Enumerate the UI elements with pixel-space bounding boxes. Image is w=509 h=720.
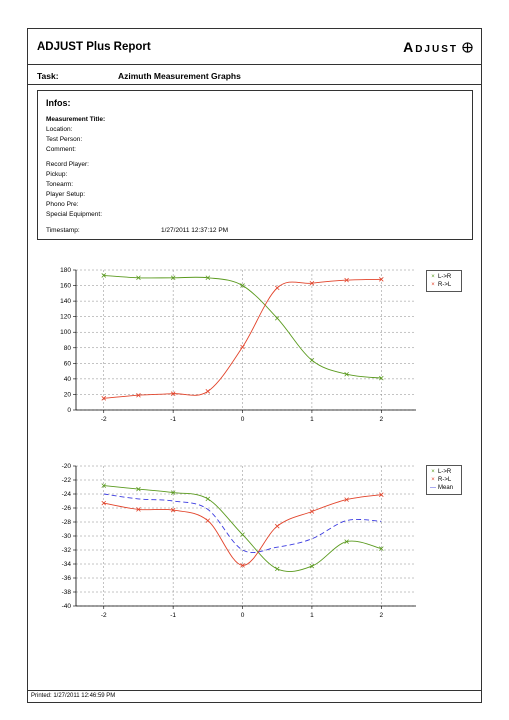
x-tick-label: 0 bbox=[240, 416, 245, 423]
adjust-logo bbox=[403, 39, 473, 55]
data-point bbox=[206, 497, 210, 501]
x-tick-label: 1 bbox=[310, 612, 314, 619]
task-label: Task: bbox=[37, 71, 59, 81]
y-tick-label: -20 bbox=[61, 463, 71, 470]
info-timestamp-label: Timestamp: bbox=[46, 227, 80, 234]
info-special-equipment: Special Equipment: bbox=[46, 211, 103, 218]
task-row bbox=[28, 65, 481, 85]
y-tick-label: 80 bbox=[63, 344, 71, 352]
legend-top bbox=[426, 270, 462, 292]
legend-marker: — bbox=[430, 485, 436, 491]
data-point bbox=[275, 567, 279, 571]
x-tick-label: 2 bbox=[379, 416, 384, 423]
legend-item bbox=[430, 468, 458, 476]
legend-label: L->R bbox=[438, 469, 452, 475]
y-tick-label: 0 bbox=[67, 407, 71, 414]
x-tick-label: -1 bbox=[170, 612, 177, 619]
data-point bbox=[275, 286, 279, 290]
y-tick-label: 60 bbox=[63, 360, 71, 368]
legend-item bbox=[430, 281, 458, 289]
report-page bbox=[27, 28, 482, 703]
y-tick-label: -36 bbox=[61, 575, 71, 582]
legend-bottom bbox=[426, 465, 462, 495]
data-point bbox=[206, 519, 210, 523]
legend-marker: × bbox=[431, 477, 435, 483]
x-tick-label: -2 bbox=[100, 416, 107, 423]
x-tick-label: 2 bbox=[379, 612, 384, 619]
legend-label: L->R bbox=[438, 274, 452, 280]
data-point bbox=[241, 345, 245, 349]
y-tick-label: 100 bbox=[60, 329, 71, 337]
crosshair-icon bbox=[462, 42, 473, 53]
info-location: Location: bbox=[46, 126, 73, 133]
y-tick-label: -30 bbox=[61, 533, 71, 540]
legend-label: R->L bbox=[438, 282, 452, 288]
report-footer bbox=[28, 690, 481, 702]
legend-item bbox=[430, 273, 458, 281]
info-tonearm: Tonearm: bbox=[46, 181, 74, 188]
y-tick-label: -32 bbox=[61, 547, 71, 554]
infos-box bbox=[37, 90, 473, 240]
y-tick-label: -40 bbox=[61, 603, 71, 610]
x-tick-label: 1 bbox=[310, 416, 314, 423]
y-tick-label: 160 bbox=[60, 282, 71, 290]
y-tick-label: 140 bbox=[60, 298, 71, 306]
y-tick-label: -34 bbox=[61, 561, 71, 568]
azimuth-chart-top bbox=[28, 265, 483, 430]
y-tick-label: 180 bbox=[60, 267, 71, 274]
info-player-setup: Player Setup: bbox=[46, 191, 86, 198]
legend-marker: × bbox=[431, 282, 435, 288]
info-timestamp-value: 1/27/2011 12:37:12 PM bbox=[161, 227, 229, 234]
logo-text: Adjust bbox=[403, 39, 458, 55]
task-value: Azimuth Measurement Graphs bbox=[118, 71, 241, 81]
x-tick-label: -2 bbox=[100, 612, 107, 619]
grid bbox=[76, 466, 416, 606]
info-measurement-title: Measurement Title: bbox=[46, 116, 106, 123]
data-point bbox=[206, 389, 210, 393]
y-tick-label: -22 bbox=[61, 477, 71, 484]
printed-timestamp: Printed: 1/27/2011 12:46:59 PM bbox=[31, 693, 116, 699]
report-header bbox=[28, 29, 481, 65]
grid bbox=[76, 270, 416, 410]
y-tick-label: -24 bbox=[61, 491, 71, 498]
info-record-player: Record Player: bbox=[46, 161, 89, 168]
y-tick-label: -28 bbox=[61, 519, 71, 526]
infos-title: Infos: bbox=[46, 98, 71, 108]
y-tick-label: 40 bbox=[63, 375, 71, 383]
info-test-person: Test Person: bbox=[46, 136, 83, 143]
info-phono-pre: Phono Pre: bbox=[46, 201, 79, 208]
azimuth-chart-bottom bbox=[28, 461, 483, 626]
report-title: ADJUST Plus Report bbox=[37, 41, 151, 53]
y-tick-label: 120 bbox=[60, 313, 71, 321]
legend-label: Mean bbox=[438, 485, 454, 491]
legend-item bbox=[430, 476, 458, 484]
y-tick-label: -26 bbox=[61, 505, 71, 512]
data-point bbox=[275, 524, 279, 528]
x-tick-label: -1 bbox=[170, 416, 177, 423]
info-comment: Comment: bbox=[46, 146, 76, 153]
legend-marker: × bbox=[431, 274, 435, 280]
legend-marker: × bbox=[431, 469, 435, 475]
legend-item bbox=[430, 484, 458, 492]
legend-label: R->L bbox=[438, 477, 452, 483]
x-tick-label: 0 bbox=[240, 612, 245, 619]
info-pickup: Pickup: bbox=[46, 171, 68, 178]
y-tick-label: -38 bbox=[61, 589, 71, 596]
y-tick-label: 20 bbox=[63, 391, 71, 399]
